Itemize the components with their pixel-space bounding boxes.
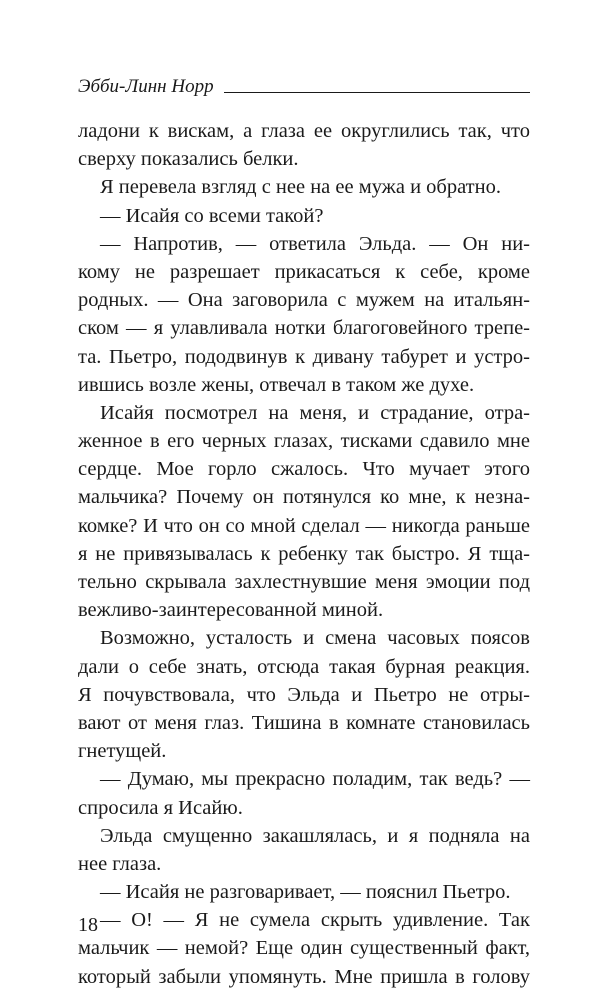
page-number: 18	[78, 914, 98, 936]
text-line: тельно скрывала захлестнувшие меня эмоции под	[78, 571, 530, 593]
text-line: кому не разрешает прикасаться к себе, кроме	[78, 260, 530, 283]
text-line: родных. — Она заговорила с мужем на итальян-	[78, 289, 530, 312]
text-line: вежливо-заинтересованной миной.	[78, 599, 384, 622]
text-line: Я почувствовала, что Эльда и Пьетро не отры-	[78, 683, 530, 706]
text-line: — Думаю, мы прекрасно поладим, так ведь? —	[100, 768, 530, 791]
running-head-rule	[224, 92, 530, 93]
text-line: — Напротив, — ответила Эльда. — Он ни-	[100, 232, 530, 255]
running-head	[78, 75, 530, 99]
text-line: ском — я улавливала нотки благоговейного трепе-	[78, 317, 530, 340]
text-line: мальчика? Почему он потянулся ко мне, к незна-	[78, 486, 530, 509]
text-line: дали о себе знать, отсюда такая бурная реакция.	[78, 655, 530, 678]
text-line: та. Пьетро, пододвинув к дивану табурет и устро-	[78, 345, 530, 368]
text-line: я не привязывалась к ребенку так быстро. Я тща-	[78, 542, 530, 565]
text-line: Исайя посмотрел на меня, и страдание, отра-	[100, 401, 530, 424]
running-head-author: Эбби-Линн Норр	[78, 76, 214, 97]
text-line: Возможно, усталость и смена часовых поясов	[100, 627, 530, 650]
text-line: вают от меня глаз. Тишина в комнате становилась	[78, 711, 530, 734]
text-line: — Исайя со всеми такой?	[100, 204, 324, 227]
text-line: комке? И что он со мной сделал — никогда раньше	[78, 514, 530, 537]
text-line: гнетущей.	[78, 740, 167, 763]
text-line: ившись возле жены, отвечал в таком же духе.	[78, 373, 475, 396]
text-line: который забыли упомянуть. Мне пришла в голову	[78, 965, 530, 988]
text-line: нее глаза.	[78, 852, 162, 875]
text-line: — О! — Я не сумела скрыть удивление. Так	[100, 909, 530, 932]
text-line: Эльда смущенно закашлялась, и я подняла на	[100, 824, 530, 847]
text-line: спросила я Исайю.	[78, 796, 243, 819]
text-line: — Исайя не разговаривает, — пояснил Пьетро.	[100, 881, 511, 904]
text-line: сверху показались белки.	[78, 148, 299, 171]
text-line: сердце. Мое горло сжалось. Что мучает этого	[78, 458, 530, 481]
text-line: ладони к вискам, а глаза ее округлились так, что	[78, 120, 530, 142]
text-line: женное в его черных глазах, тисками сдавило мне	[78, 430, 530, 453]
body-text	[78, 117, 530, 991]
text-line: мальчик — немой? Еще один существенный факт,	[78, 937, 530, 960]
text-line: Я перевела взгляд с нее на ее мужа и обратно.	[100, 176, 501, 199]
